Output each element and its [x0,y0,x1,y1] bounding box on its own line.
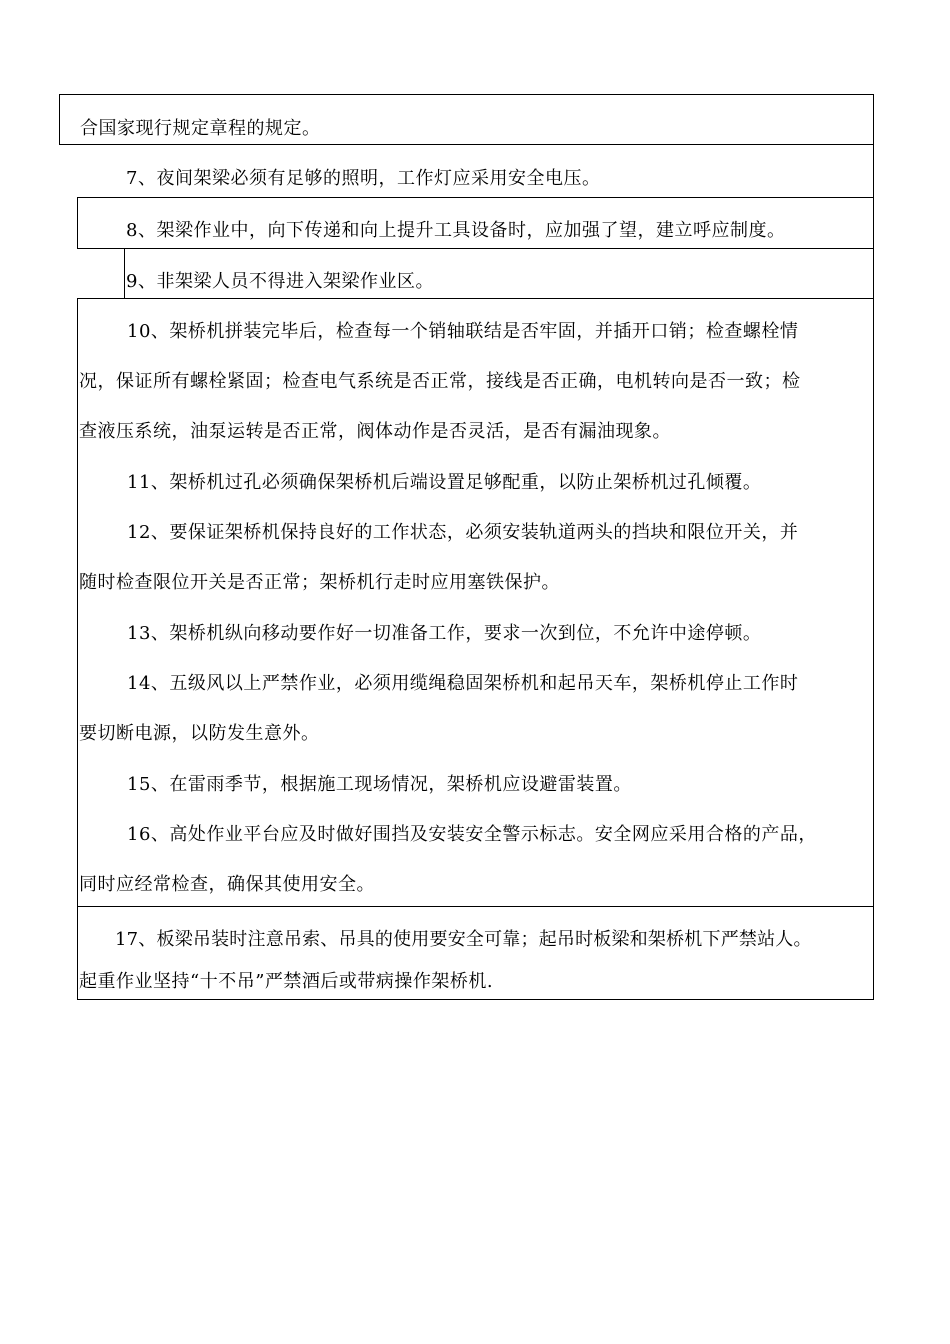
item-14-line-1: 14、五级风以上严禁作业，必须用缆绳稳固架桥机和起吊天车，架桥机停止工作时 [127,673,799,694]
item-12-line-2: 随时检查限位开关是否正常；架桥机行走时应用塞铁保护。 [79,572,560,593]
item-8: 8、架梁作业中，向下传递和向上提升工具设备时，应加强了望，建立呼应制度。 [126,220,786,241]
item-13: 13、架桥机纵向移动要作好一切准备工作，要求一次到位，不允许中途停顿。 [127,623,762,644]
item-11: 11、架桥机过孔必须确保架桥机后端设置足够配重，以防止架桥机过孔倾覆。 [127,472,762,493]
item-17-line-1: 17、板梁吊装时注意吊索、吊具的使用要安全可靠；起吊时板梁和架桥机下严禁站人。 [115,929,812,950]
item-10-line-3: 查液压系统，油泵运转是否正常，阀体动作是否灵活，是否有漏油现象。 [79,421,671,442]
item-7: 7、夜间架梁必须有足够的照明，工作灯应采用安全电压。 [126,168,601,189]
continuation-text: 合国家现行规定章程的规定。 [80,118,321,139]
item-9: 9、非架梁人员不得进入架梁作业区。 [126,271,434,292]
item-16-line-1: 16、高处作业平台应及时做好围挡及安装安全警示标志。安全网应采用合格的产品， [127,824,817,845]
item-14-line-2: 要切断电源，以防发生意外。 [79,723,320,744]
item-15: 15、在雷雨季节，根据施工现场情况，架桥机应设避雷装置。 [127,774,632,795]
item-12-line-1: 12、要保证架桥机保持良好的工作状态，必须安装轨道两头的挡块和限位开关，并 [127,522,799,543]
item-16-line-2: 同时应经常检查，确保其使用安全。 [79,874,375,895]
item-17-line-2: 起重作业坚持“十不吊”严禁酒后或带病操作架桥机. [79,971,494,992]
item-10-line-2: 况，保证所有螺栓紧固；检查电气系统是否正常，接线是否正确，电机转向是否一致；检 [79,371,801,392]
item-10-line-1: 10、架桥机拼装完毕后，检查每一个销轴联结是否牢固，并插开口销；检查螺栓情 [127,321,799,342]
